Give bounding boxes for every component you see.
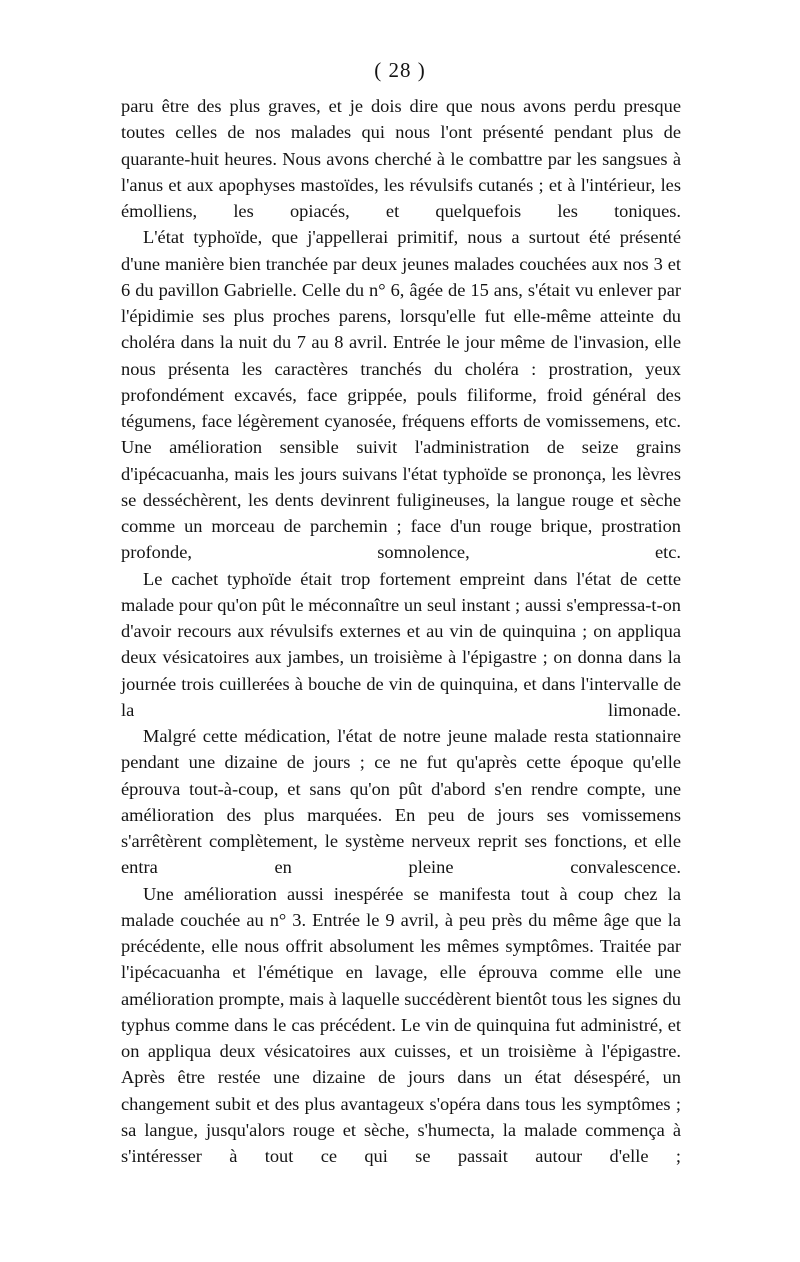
page-body xyxy=(121,93,681,1169)
page-number: ( 28 ) xyxy=(374,58,426,82)
paragraph-treatment: Le cachet typhoïde était trop fortement empreint dans l'état de cette malade pour qu'on pût le méconnaître un seul instant ; aussi s'empressa-t-on d'avoir recours aux révulsifs externes et au vin de quinquina ; on appliqua deux vésicatoires aux jambes, un troisième à l'épigastre ; on donna dans la journée trois cuillerées à bouche de vin de quinquina, et dans l'intervalle de la limonade. xyxy=(121,568,681,720)
paragraph-second-patient: Une amélioration aussi inespérée se manifesta tout à coup chez la malade couchée au n° 3. Entrée le 9 avril, à peu près du même âge que la précédente, elle nous offrit absolument les mêmes symptômes. Traitée par l'ipécacuanha et l'émétique en lavage, elle éprouva comme elle une amélioration prompte, mais à laquelle succédèrent bientôt tous les signes du typhus comme dans le cas précédent. Le vin de quinquina fut administré, et on appliqua deux vésicatoires aux cuisses, et un troisième à l'épigastre. Après être restée une dizaine de jours dans un état désespéré, un changement subit et des plus avantageux s'opéra dans tous les symptômes ; sa langue, jusqu'alors rouge et sèche, s'humecta, la malade commença à s'intéresser à tout ce qui se passait autour d'elle ; xyxy=(121,883,681,1166)
paragraph-continued: paru être des plus graves, et je dois dire que nous avons perdu presque toutes celles de nos malades qui nous l'ont présenté pendant plus de quarante-huit heures. Nous avons cherché à le combattre par les sangsues à l'anus et aux apophyses mastoïdes, les révulsifs cutanés ; et à l'intérieur, les émolliens, les opiacés, et quelquefois les toniques. xyxy=(121,96,681,221)
paragraph-convalescence: Malgré cette médication, l'état de notre jeune malade resta stationnaire pendant une dizaine de jours ; ce ne fut qu'après cette époque qu'elle éprouva tout-à-coup, et sans qu'on pût d'abord s'en rendre compte, une amélioration des plus marquées. En peu de jours ses vomissemens s'arrêtèrent complètement, le système nerveux reprit ses fonctions, et elle entra en pleine convalescence. xyxy=(121,726,681,878)
paragraph-typhoid-state: L'état typhoïde, que j'appellerai primitif, nous a surtout été présenté d'une manière bien tranchée par deux jeunes malades couchées aux nos 3 et 6 du pavillon Gabrielle. Celle du n° 6, âgée de 15 ans, s'était vu enlever par l'épidimie ses plus proches parens, lorsqu'elle fut elle-même atteinte du choléra dans la nuit du 7 au 8 avril. Entrée le jour même de l'invasion, elle nous présenta les caractères tranchés du choléra : prostration, yeux profondément excavés, face grippée, pouls filiforme, froid général des tégumens, face légèrement cyanosée, fréquens efforts de vomissemens, etc. Une amélioration sensible suivit l'administration de seize grains d'ipécacuanha, mais les jours suivans l'état typhoïde se prononça, les lèvres se desséchèrent, les dents devinrent fuligineuses, la langue rouge et sèche comme un morceau de parchemin ; face d'un rouge brique, prostration profonde, somnolence, etc. xyxy=(121,227,681,563)
